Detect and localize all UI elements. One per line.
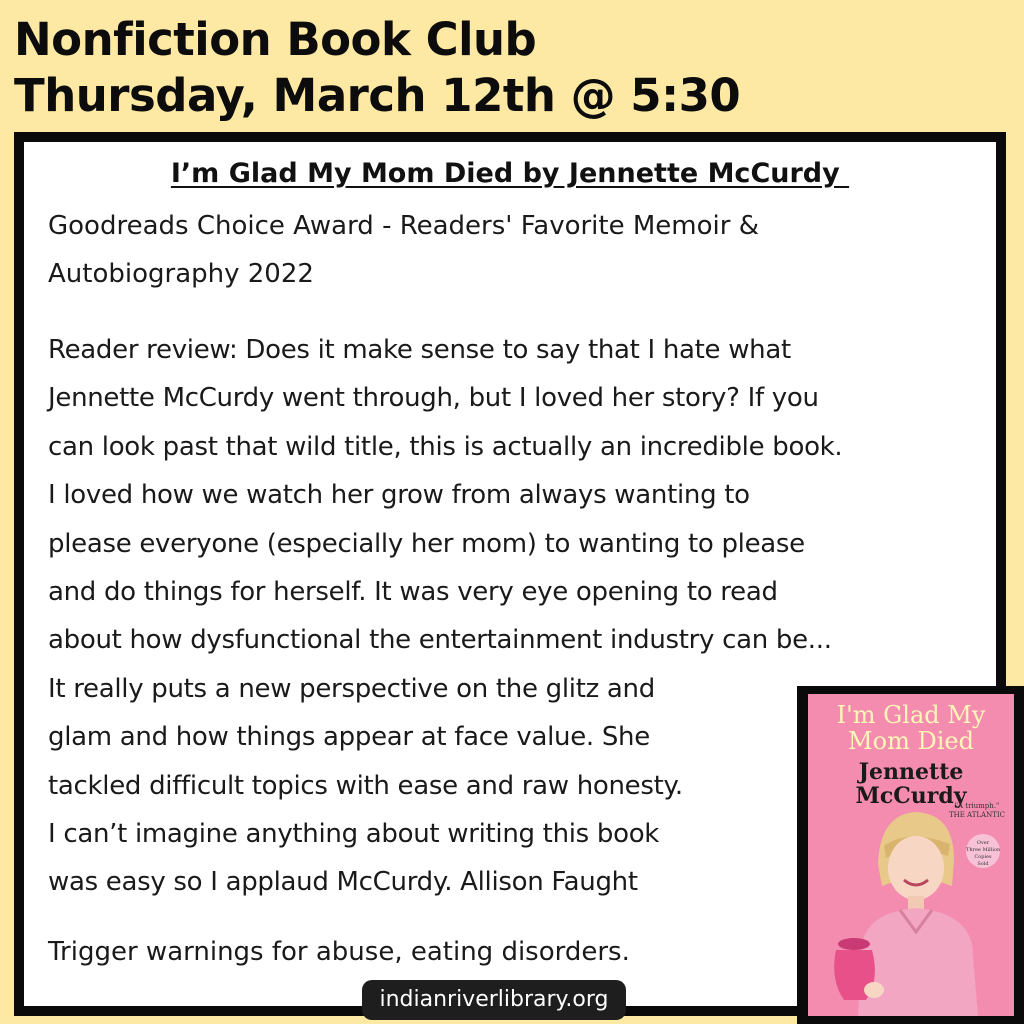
award-text: Goodreads Choice Award - Readers' Favorite Memoir & Autobiography 2022 bbox=[48, 211, 759, 289]
cover-sticker: Over Three Million Copies Sold bbox=[966, 834, 1000, 868]
reader-review: Reader review: Does it make sense to say that I hate what Jennette McCurdy went through, but I loved her story? If you can look past that wild title, this is actually an incredible book. I loved how we watch her grow from always wanting to please everyone (especially her mom) to wanting to please and do things for herself. It was very eye opening to read about how dysfunctional the entertainment industry can be... It really puts a new perspective on the glitz and glam and how things appear at face value. She tackled difficult topics with ease and raw honesty. I can’t imagine anything about writing this book was easy so I applaud McCurdy. Allison Faught bbox=[48, 335, 843, 898]
title-line-1: Nonfiction Book Club bbox=[14, 13, 537, 66]
cover-blurb: "A triumph." THE ATLANTIC bbox=[948, 802, 1006, 819]
library-url-badge: indianriverlibrary.org bbox=[362, 980, 626, 1020]
cover-figure bbox=[808, 794, 1014, 1016]
book-cover-image bbox=[808, 694, 1014, 1016]
urn-lid bbox=[838, 938, 870, 950]
title-line-2: Thursday, March 12th @ 5:30 bbox=[14, 69, 741, 122]
book-heading: I’m Glad My Mom Died by Jennette McCurdy bbox=[170, 158, 850, 189]
cover-author: Jennette McCurdy bbox=[855, 759, 967, 809]
trigger-warning: Trigger warnings for abuse, eating disorders. bbox=[48, 937, 630, 967]
face bbox=[888, 836, 944, 900]
page-title bbox=[14, 12, 740, 124]
cover-title: I'm Glad My Mom Died bbox=[836, 701, 986, 755]
hand bbox=[864, 982, 884, 998]
